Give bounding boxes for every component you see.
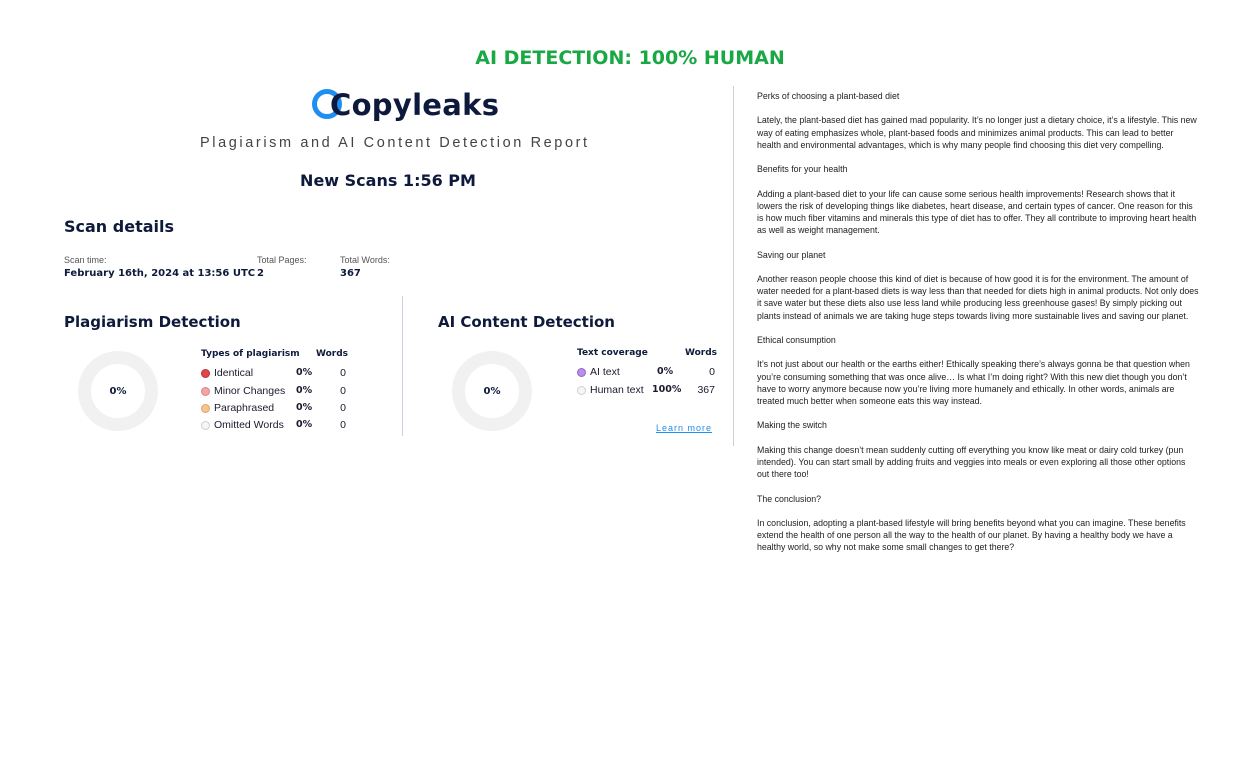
ai-detection-banner: AI DETECTION: 100% HUMAN [475,47,785,69]
row-label: Paraphrased [214,402,275,414]
doc-paragraph: It’s not just about our health or the earths either! Ethically speaking there’s always gonna be that question when you’re consuming something that was once alive… Is what I’m doing right? With this new diet though you don’t have to worry anymore because now you’re living more humanely and ethically. In other words, animals are treated much better when someone eats this way instead. [757,359,1190,406]
ai-words-header: Words [685,348,718,358]
scan-time-label: Scan time: [64,255,107,265]
total-pages-value: 2 [257,268,264,279]
row-label: Omitted Words [214,419,284,431]
ai-row-ai-text [577,366,717,380]
identical-dot-icon [201,369,210,378]
total-words-value: 367 [340,268,361,279]
plagiarism-row-identical [201,367,351,381]
total-words-block [340,255,390,279]
plagiarism-heading: Plagiarism Detection [64,313,241,331]
human-text-dot-icon [577,386,586,395]
plagiarism-row-minor-changes [201,385,351,399]
omitted-words-dot-icon [201,421,210,430]
plagiarism-types-header: Types of plagiarism [201,349,300,359]
doc-heading: The conclusion? [757,493,822,504]
row-words: 0 [340,367,346,379]
ai-donut [452,351,532,431]
scan-time-value: February 16th, 2024 at 13:56 UTC [64,268,256,279]
doc-heading: Making the switch [757,420,827,431]
document-divider [733,86,734,446]
row-label: Minor Changes [214,385,286,397]
plagiarism-donut-value: 0% [109,385,127,397]
ai-text-dot-icon [577,368,586,377]
row-percent: 0% [657,366,674,377]
paraphrased-dot-icon [201,404,210,413]
row-percent: 0% [296,367,313,378]
ai-coverage-header: Text coverage [577,348,648,358]
plagiarism-row-paraphrased [201,402,351,416]
doc-paragraph: Lately, the plant-based diet has gained mad popularity. It’s no longer just a dietary choice, it’s a lifestyle. This new way of eating emphasizes whole, plant-based foods and minimizes animal products. This can lead to better health and environmental advantages, which is why many people find choosing this diet very compelling. [757,115,1197,150]
total-pages-block [257,255,307,279]
plagiarism-donut [78,351,158,431]
total-pages-label: Total Pages: [257,255,307,265]
doc-paragraph: Another reason people choose this kind of diet is because of how good it is for the environment. The amount of water needed for a plant-based diets is way less than that needed for diets high in animal products. Not only does it save water but these diets also use less land while producing less greenhouse gases! By simply picking out plants instead of animals we are taking huge steps towards living more sustainable lives and saving our planet. [757,273,1199,321]
minor-changes-dot-icon [201,387,210,396]
doc-paragraph: In conclusion, adopting a plant-based lifestyle will bring benefits beyond what you can imagine. These benefits extend the health of one person all the way to the health of our planet. By having a healthy body we have a healthy world, so why not make some small changes to get there? [757,517,1186,553]
section-divider [402,296,403,436]
doc-heading: Ethical consumption [757,334,836,345]
total-words-label: Total Words: [340,255,390,265]
plagiarism-words-header: Words [316,349,349,359]
scan-time-block [64,255,255,279]
doc-heading: Perks of choosing a plant-based diet [757,91,900,101]
row-label: Human text [590,384,644,396]
doc-paragraph: Adding a plant-based diet to your life can cause some serious health improvements! Research shows that it lowers the risk of developing things like diabetes, heart disease, and certain types of cancer. One reason for this is how much fiber vitamins and minerals this type of diet has to offer. They all contribute to improving heart health as well as weight management. [757,188,1197,236]
learn-more-link[interactable]: Learn more [656,423,713,433]
logo-text: Copyleaks [330,88,500,122]
row-label: Identical [214,367,254,379]
row-words: 0 [340,419,346,431]
row-percent: 0% [296,385,313,396]
row-words: 0 [340,385,346,397]
scan-name: New Scans 1:56 PM [300,171,476,190]
ai-detection-heading: AI Content Detection [438,313,615,331]
ai-donut-value: 0% [483,385,501,397]
doc-heading: Saving our planet [757,249,826,260]
row-words: 0 [709,366,715,378]
row-label: AI text [590,366,620,378]
report-subtitle: Plagiarism and AI Content Detection Report [200,135,590,151]
plagiarism-row-omitted-words [201,419,351,433]
doc-heading: Benefits for your health [757,164,848,175]
ai-row-human-text [577,384,717,398]
row-words: 0 [340,402,346,414]
row-percent: 0% [296,402,313,413]
row-percent: 100% [652,384,682,395]
scan-details-heading: Scan details [64,217,175,236]
row-percent: 0% [296,419,313,430]
doc-paragraph: Making this change doesn’t mean suddenly cutting off everything you know like meat or dairy cold turkey (pun intended). You can start small by adding fruits and veggies into meals or even exploring all those other options out there too! [757,444,1186,480]
row-words: 367 [697,384,715,396]
scanned-document-text [757,90,1199,566]
copyleaks-logo [310,88,500,130]
